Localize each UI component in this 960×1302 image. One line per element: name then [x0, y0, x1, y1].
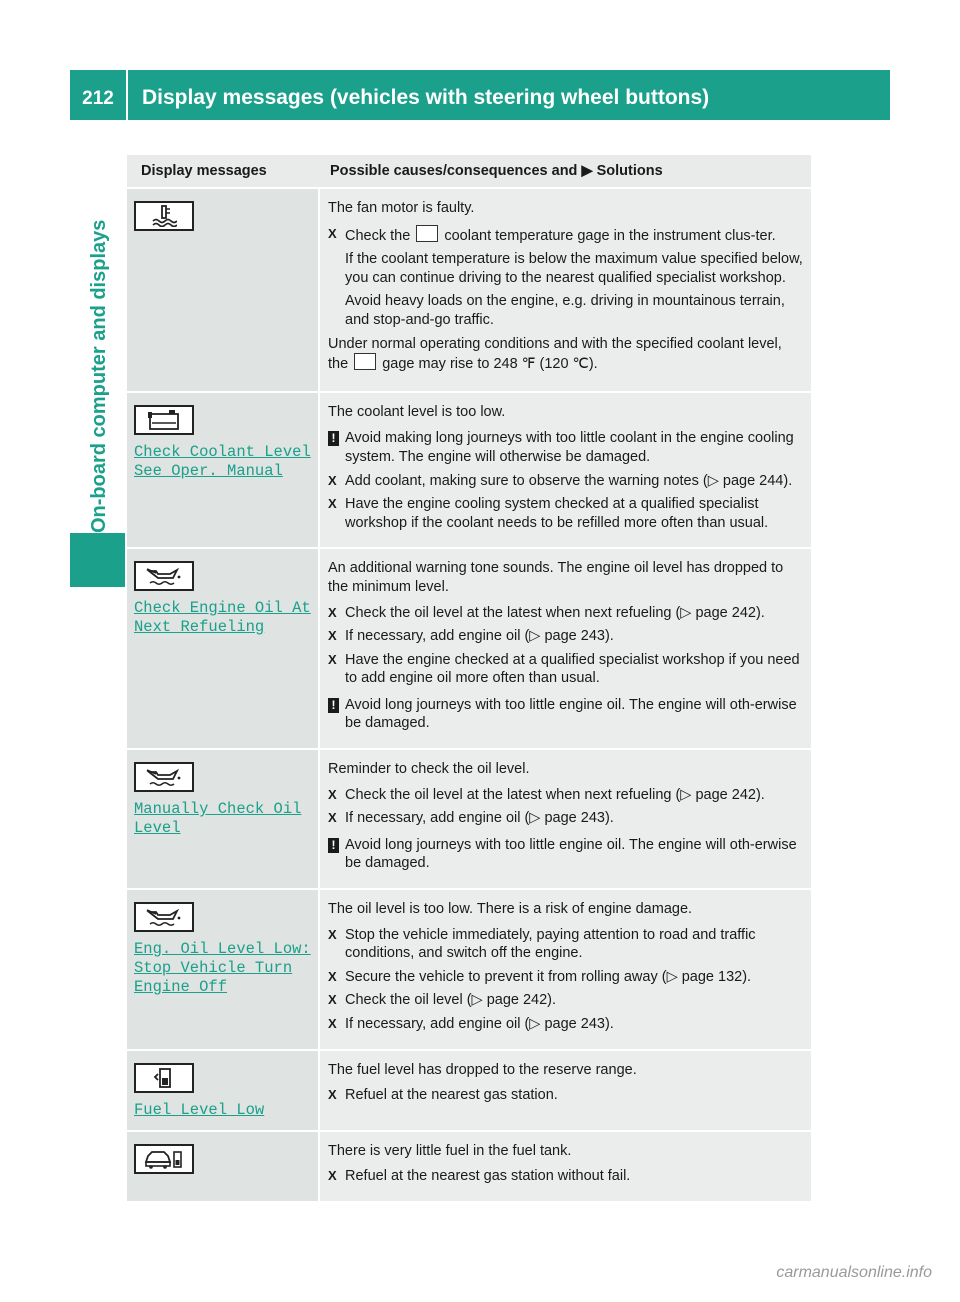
solution-note: Avoid heavy loads on the engine, e.g. driving in mountainous terrain, and stop-and-go traffic.	[345, 293, 785, 328]
oil-can-icon	[134, 561, 194, 591]
display-cell	[127, 890, 320, 1051]
solution-step: X Have the engine checked at a qualified specialist workshop if you need to add engine oil more often than usual.	[328, 651, 800, 687]
column-header-display-messages: Display messages	[127, 155, 320, 189]
warning-icon: !	[328, 698, 339, 713]
display-message-text: Fuel Level Low	[134, 1100, 265, 1119]
arrow-icon: X	[328, 1016, 337, 1031]
side-tab-title: On-board computer and displays	[88, 219, 110, 533]
display-cell	[127, 549, 320, 750]
display-message-text: Check Engine Oil At Next Refueling	[134, 599, 311, 637]
info-text: Under normal operating conditions and with the specified coolant level, the gage may rise to 248 ℉ (120 ℃).	[328, 335, 782, 373]
solution-note: If the coolant temperature is below the maximum value specified below, you can continue driving to the nearest qualified specialist workshop.	[345, 251, 803, 286]
solution-step: X Have the engine cooling system checked at a qualified specialist workshop if the coolant needs to be refilled more often than usual.	[328, 496, 769, 531]
solutions-cell	[320, 189, 811, 393]
display-message-text: Check Coolant Level See Oper. Manual	[134, 442, 311, 480]
solutions-cell	[320, 750, 811, 890]
cause-text: The fan motor is faulty.	[328, 200, 475, 216]
arrow-icon: X	[328, 926, 337, 942]
table-row	[127, 1132, 811, 1203]
arrow-icon: X	[328, 992, 337, 1008]
header-bar	[70, 70, 890, 120]
cause-text: The oil level is too low. There is a risk of engine damage.	[328, 901, 693, 918]
solutions-cell	[320, 890, 811, 1051]
table-row	[127, 549, 811, 750]
arrow-icon: X	[328, 225, 337, 241]
page-title: Display messages (vehicles with steering wheel buttons)	[142, 86, 710, 109]
arrow-icon: X	[328, 1168, 337, 1184]
display-cell	[127, 189, 320, 393]
warning-icon: !	[328, 838, 339, 853]
display-cell	[127, 750, 320, 890]
coolant-temperature-icon	[354, 353, 376, 370]
solutions-cell	[320, 1132, 811, 1203]
oil-can-icon	[134, 902, 194, 932]
table-row	[127, 750, 811, 890]
arrow-icon: X	[328, 651, 337, 667]
warning-note: ! Avoid making long journeys with too little coolant in the engine cooling system. The engine will otherwise be damaged.	[328, 429, 803, 466]
cause-text: There is very little fuel in the fuel tank.	[328, 1142, 572, 1159]
coolant-temperature-icon	[134, 201, 194, 231]
solution-step: X Refuel at the nearest gas station without fail.	[328, 1168, 631, 1185]
solution-step: X Stop the vehicle immediately, paying attention to road and traffic conditions, and switch off the engine.	[328, 926, 756, 962]
coolant-level-icon	[134, 405, 194, 435]
solution-step: X Add coolant, making sure to observe the warning notes (▷ page 244).	[328, 472, 793, 489]
solution-step: X If necessary, add engine oil (▷ page 243).	[328, 810, 614, 827]
solution-step: X Refuel at the nearest gas station.	[328, 1087, 558, 1104]
cause-text: Reminder to check the oil level.	[328, 761, 530, 778]
display-messages-table	[127, 155, 811, 1203]
solution-step: X If necessary, add engine oil (▷ page 243).	[328, 628, 614, 645]
cause-text: The coolant level is too low.	[328, 403, 506, 420]
cause-text: An additional warning tone sounds. The engine oil level has dropped to the minimum level.	[328, 560, 784, 595]
arrow-icon: X	[328, 1087, 337, 1103]
solution-step: X Check the oil level at the latest when next refueling (▷ page 242).	[328, 786, 765, 803]
display-message-text: Eng. Oil Level Low: Stop Vehicle Turn Engine Off	[134, 940, 311, 997]
display-cell	[127, 1051, 320, 1132]
table-header-row	[127, 155, 811, 189]
solution-step: X Check the oil level at the latest when next refueling (▷ page 242).	[328, 604, 765, 621]
table-row	[127, 393, 811, 550]
arrow-icon: X	[328, 786, 337, 802]
column-header-solutions: Possible causes/consequences and ▶ Solutions	[320, 155, 811, 189]
solution-step: X Check the oil level (▷ page 242).	[328, 992, 557, 1009]
arrow-icon: X	[328, 496, 337, 512]
solution-step: X Check the coolant temperature gage in the instrument clus-ter.	[328, 225, 776, 244]
warning-icon: !	[328, 431, 339, 446]
arrow-icon: X	[328, 472, 337, 488]
coolant-temperature-icon	[416, 225, 438, 242]
solutions-cell	[320, 1051, 811, 1132]
arrow-icon: X	[328, 604, 337, 620]
solution-step: X If necessary, add engine oil (▷ page 243).	[328, 1016, 614, 1032]
page-number: 212	[82, 88, 114, 109]
table-row	[127, 1051, 811, 1132]
warning-note: ! Avoid long journeys with too little engine oil. The engine will oth-erwise be damaged.	[328, 696, 803, 733]
oil-can-icon	[134, 762, 194, 792]
arrow-icon: X	[328, 810, 337, 826]
solutions-cell	[320, 393, 811, 550]
arrow-icon: X	[328, 968, 337, 984]
car-fuel-icon	[134, 1144, 194, 1174]
side-tab-marker	[70, 533, 125, 587]
cause-text: The fuel level has dropped to the reserve range.	[328, 1061, 637, 1078]
arrow-icon: X	[328, 628, 337, 644]
display-message-text: Manually Check Oil Level	[134, 800, 302, 838]
solution-step: X Secure the vehicle to prevent it from rolling away (▷ page 132).	[328, 968, 752, 985]
display-cell	[127, 1132, 320, 1203]
table-row	[127, 890, 811, 1051]
solutions-cell	[320, 549, 811, 750]
warning-note: ! Avoid long journeys with too little engine oil. The engine will oth-erwise be damaged.	[328, 836, 803, 873]
watermark: carmanualsonline.info	[776, 1264, 932, 1281]
table-row	[127, 189, 811, 393]
display-cell	[127, 393, 320, 550]
fuel-pump-icon	[134, 1063, 194, 1093]
